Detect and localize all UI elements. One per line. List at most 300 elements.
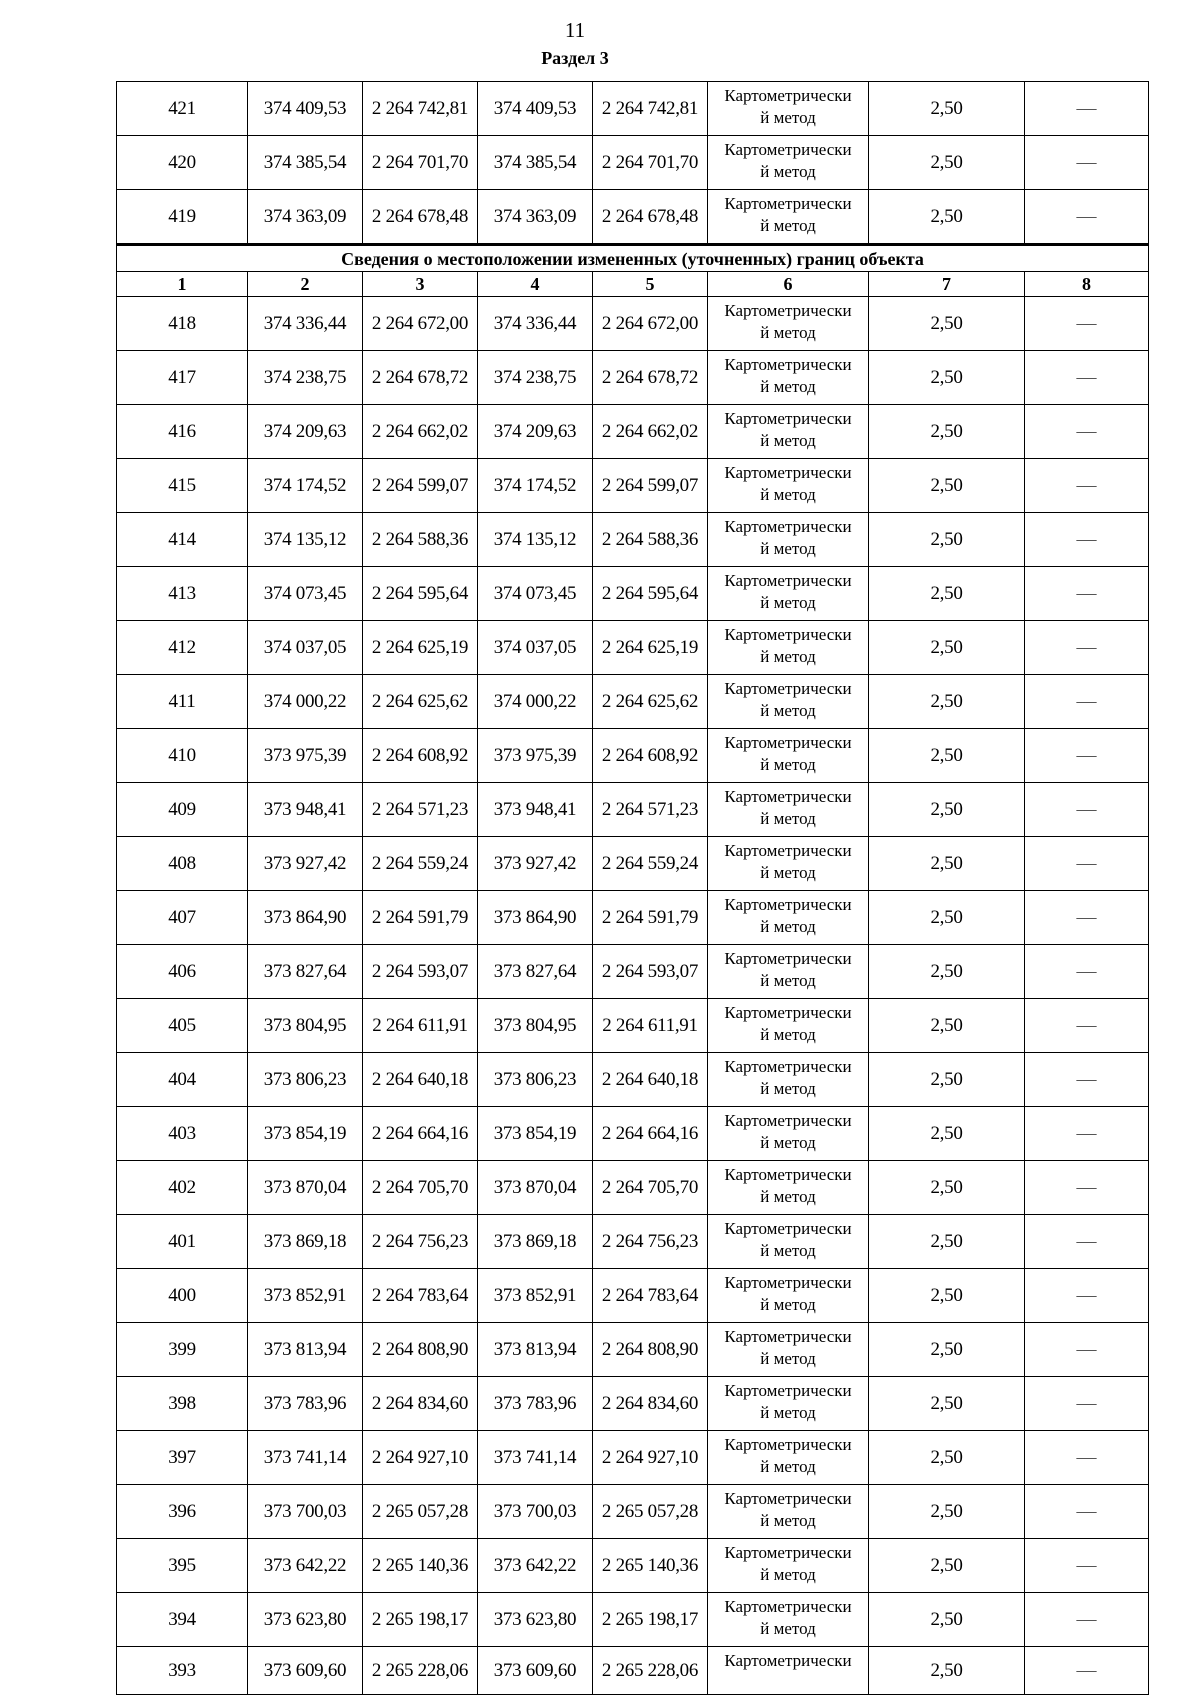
x-existing: 373 870,04 [248,1161,363,1215]
y-existing: 2 265 140,36 [363,1539,478,1593]
accuracy: 2,50 [869,837,1025,891]
y-updated: 2 265 198,17 [593,1593,708,1647]
accuracy: 2,50 [869,1593,1025,1647]
x-updated: 373 948,41 [478,783,593,837]
y-updated: 2 264 611,91 [593,999,708,1053]
method [708,1323,869,1377]
method-line-2: й метод [760,323,816,342]
point-number: 400 [117,1269,248,1323]
method-line-2: й метод [760,216,816,235]
y-updated: 2 264 591,79 [593,891,708,945]
table-row [117,1053,1149,1107]
method-line-2: й метод [760,1133,816,1152]
y-existing: 2 264 742,81 [363,82,478,136]
method-line-1: Картометрически [724,733,852,752]
x-existing: 373 783,96 [248,1377,363,1431]
x-existing: 374 238,75 [248,351,363,405]
method-line-1: Картометрически [724,1165,852,1184]
method-line-2: й метод [760,1025,816,1044]
x-existing: 373 741,14 [248,1431,363,1485]
table-row [117,999,1149,1053]
table-row [117,945,1149,999]
method [708,1539,869,1593]
table-row [117,1431,1149,1485]
accuracy: 2,50 [869,1215,1025,1269]
y-updated: 2 264 742,81 [593,82,708,136]
table-row [117,567,1149,621]
note: — [1025,783,1149,837]
accuracy: 2,50 [869,1107,1025,1161]
y-updated: 2 264 599,07 [593,459,708,513]
y-existing: 2 264 640,18 [363,1053,478,1107]
x-updated: 373 741,14 [478,1431,593,1485]
method-line-1: Картометрически [724,1489,852,1508]
method-line-2: й метод [760,1349,816,1368]
note: — [1025,1539,1149,1593]
table-row [117,1107,1149,1161]
y-existing: 2 265 198,17 [363,1593,478,1647]
column-number: 3 [363,272,478,297]
method [708,190,869,245]
method-line-2: й метод [760,809,816,828]
note: — [1025,190,1149,245]
point-number: 414 [117,513,248,567]
method-line-1: Картометрически [724,1327,852,1346]
y-existing: 2 264 593,07 [363,945,478,999]
method-line-1: Картометрически [724,1111,852,1130]
point-number: 420 [117,136,248,190]
method-line-1: Картометрически [724,1381,852,1400]
table-row [117,783,1149,837]
y-updated: 2 264 625,19 [593,621,708,675]
accuracy: 2,50 [869,82,1025,136]
method-line-2: й метод [760,701,816,720]
x-updated: 373 869,18 [478,1215,593,1269]
x-existing: 374 037,05 [248,621,363,675]
note: — [1025,297,1149,351]
method [708,1269,869,1323]
method-line-1: Картометрически [724,409,852,428]
point-number: 415 [117,459,248,513]
note: — [1025,513,1149,567]
y-existing: 2 264 927,10 [363,1431,478,1485]
note: — [1025,459,1149,513]
method [708,459,869,513]
y-existing: 2 264 701,70 [363,136,478,190]
y-existing: 2 264 559,24 [363,837,478,891]
x-existing: 374 363,09 [248,190,363,245]
x-existing: 373 813,94 [248,1323,363,1377]
note: — [1025,999,1149,1053]
accuracy: 2,50 [869,1269,1025,1323]
x-existing: 374 073,45 [248,567,363,621]
method-line-2: й метод [760,1457,816,1476]
x-updated: 373 852,91 [478,1269,593,1323]
x-updated: 374 385,54 [478,136,593,190]
table-row [117,1215,1149,1269]
method [708,1215,869,1269]
y-existing: 2 265 057,28 [363,1485,478,1539]
column-number: 2 [248,272,363,297]
x-existing: 373 975,39 [248,729,363,783]
accuracy: 2,50 [869,783,1025,837]
x-updated: 374 000,22 [478,675,593,729]
column-number: 7 [869,272,1025,297]
section-title: Раздел 3 [541,48,609,68]
point-number: 405 [117,999,248,1053]
note: — [1025,837,1149,891]
point-number: 404 [117,1053,248,1107]
point-number: 397 [117,1431,248,1485]
note: — [1025,1485,1149,1539]
method-line-1: Картометрически [724,194,852,213]
accuracy: 2,50 [869,459,1025,513]
y-existing: 2 264 834,60 [363,1377,478,1431]
table-body-main [117,297,1149,1647]
accuracy: 2,50 [869,621,1025,675]
method [708,891,869,945]
method [708,945,869,999]
note: — [1025,567,1149,621]
x-existing: 374 385,54 [248,136,363,190]
x-updated: 374 363,09 [478,190,593,245]
method-line-1: Картометрически [724,1435,852,1454]
y-updated: 2 264 927,10 [593,1431,708,1485]
method-line-1: Картометрически [724,1219,852,1238]
method-line-1: Картометрически [724,355,852,374]
y-existing: 2 264 599,07 [363,459,478,513]
y-existing: 2 265 228,06 [363,1647,478,1695]
note: — [1025,1053,1149,1107]
y-existing: 2 264 611,91 [363,999,478,1053]
method-line-1: Картометрически [724,841,852,860]
point-number: 403 [117,1107,248,1161]
accuracy: 2,50 [869,1647,1025,1695]
column-number: 1 [117,272,248,297]
subheading: Сведения о местоположении измененных (уточненных) границ объекта [117,245,1149,272]
method [708,351,869,405]
method-line-2: й метод [760,431,816,450]
y-updated: 2 264 664,16 [593,1107,708,1161]
x-existing: 373 623,80 [248,1593,363,1647]
method [708,1377,869,1431]
accuracy: 2,50 [869,405,1025,459]
accuracy: 2,50 [869,1485,1025,1539]
accuracy: 2,50 [869,1431,1025,1485]
y-updated: 2 264 571,23 [593,783,708,837]
accuracy: 2,50 [869,297,1025,351]
y-updated: 2 265 228,06 [593,1647,708,1695]
y-existing: 2 264 672,00 [363,297,478,351]
method [708,1485,869,1539]
x-updated: 373 642,22 [478,1539,593,1593]
y-updated: 2 264 808,90 [593,1323,708,1377]
method-line-2: й метод [760,1241,816,1260]
accuracy: 2,50 [869,567,1025,621]
note: — [1025,405,1149,459]
y-existing: 2 264 595,64 [363,567,478,621]
point-number: 395 [117,1539,248,1593]
note: — [1025,675,1149,729]
y-existing: 2 264 608,92 [363,729,478,783]
y-updated: 2 264 625,62 [593,675,708,729]
x-updated: 374 135,12 [478,513,593,567]
point-number: 401 [117,1215,248,1269]
x-updated: 373 700,03 [478,1485,593,1539]
point-number: 402 [117,1161,248,1215]
accuracy: 2,50 [869,675,1025,729]
y-existing: 2 264 662,02 [363,405,478,459]
point-number: 418 [117,297,248,351]
table-row [117,513,1149,567]
table-row [117,297,1149,351]
accuracy: 2,50 [869,136,1025,190]
x-existing: 373 854,19 [248,1107,363,1161]
method-line-1: Картометрически [724,517,852,536]
table-row [117,1485,1149,1539]
method-line-2: й метод [760,917,816,936]
y-updated: 2 265 140,36 [593,1539,708,1593]
method [708,783,869,837]
table-row [117,1647,1149,1695]
method [708,1593,869,1647]
y-existing: 2 264 571,23 [363,783,478,837]
note: — [1025,1269,1149,1323]
column-number: 8 [1025,272,1149,297]
point-number: 409 [117,783,248,837]
method-line-2: й метод [760,1295,816,1314]
accuracy: 2,50 [869,351,1025,405]
x-existing: 374 000,22 [248,675,363,729]
x-existing: 373 927,42 [248,837,363,891]
method [708,675,869,729]
x-updated: 373 975,39 [478,729,593,783]
method-line-2: й метод [760,485,816,504]
accuracy: 2,50 [869,999,1025,1053]
method-line-2: й метод [760,593,816,612]
method-line-1: Картометрически [724,301,852,320]
method-line-1: Картометрически [724,1057,852,1076]
method-line-1: Картометрически [724,1543,852,1562]
table-row [117,459,1149,513]
point-number: 412 [117,621,248,675]
point-number: 399 [117,1323,248,1377]
column-number: 5 [593,272,708,297]
method-line-1: Картометрически [724,895,852,914]
x-existing: 373 852,91 [248,1269,363,1323]
point-number: 393 [117,1647,248,1695]
column-number: 4 [478,272,593,297]
method [708,999,869,1053]
method-line-1: Картометрически [724,1273,852,1292]
x-existing: 373 869,18 [248,1215,363,1269]
x-updated: 373 854,19 [478,1107,593,1161]
table-row [117,675,1149,729]
x-updated: 373 806,23 [478,1053,593,1107]
method-line-2: й метод [760,1187,816,1206]
point-number: 394 [117,1593,248,1647]
method-line-2: й метод [760,971,816,990]
method [708,1161,869,1215]
note: — [1025,621,1149,675]
note: — [1025,945,1149,999]
x-updated: 374 037,05 [478,621,593,675]
table-row [117,1539,1149,1593]
y-existing: 2 264 625,62 [363,675,478,729]
note: — [1025,1323,1149,1377]
method-line-1: Картометрически [724,86,852,105]
x-updated: 373 609,60 [478,1647,593,1695]
accuracy: 2,50 [869,729,1025,783]
point-number: 396 [117,1485,248,1539]
page-number: 11 [564,18,586,42]
method [708,1107,869,1161]
x-existing: 373 948,41 [248,783,363,837]
y-updated: 2 264 834,60 [593,1377,708,1431]
x-updated: 374 073,45 [478,567,593,621]
y-updated: 2 264 678,48 [593,190,708,245]
table-row [117,405,1149,459]
accuracy: 2,50 [869,190,1025,245]
point-number: 417 [117,351,248,405]
table-row [117,82,1149,136]
method: Картометрически [708,1647,869,1695]
method-line-1: Картометрически [724,1597,852,1616]
x-existing: 374 209,63 [248,405,363,459]
x-updated: 374 174,52 [478,459,593,513]
method [708,513,869,567]
table-row [117,1377,1149,1431]
table-body-last [117,1647,1149,1695]
x-updated: 373 927,42 [478,837,593,891]
y-existing: 2 264 678,72 [363,351,478,405]
x-existing: 374 174,52 [248,459,363,513]
point-number: 413 [117,567,248,621]
method-line-1: Картометрически [724,571,852,590]
note: — [1025,82,1149,136]
method-line-2: й метод [760,1511,816,1530]
y-existing: 2 264 808,90 [363,1323,478,1377]
point-number: 410 [117,729,248,783]
method [708,567,869,621]
note: — [1025,1647,1149,1695]
method-line-2: й метод [760,1079,816,1098]
column-number-row [117,272,1149,297]
accuracy: 2,50 [869,891,1025,945]
y-updated: 2 264 640,18 [593,1053,708,1107]
method-line-2: й метод [760,1403,816,1422]
method-line-1: Картометрически [724,949,852,968]
method-line-1: Картометрически [724,140,852,159]
table-row [117,729,1149,783]
y-updated: 2 264 783,64 [593,1269,708,1323]
y-existing: 2 264 588,36 [363,513,478,567]
method [708,136,869,190]
table-row [117,1161,1149,1215]
accuracy: 2,50 [869,1539,1025,1593]
x-updated: 373 783,96 [478,1377,593,1431]
method-line-1: Картометрически [724,463,852,482]
y-updated: 2 264 662,02 [593,405,708,459]
note: — [1025,1431,1149,1485]
accuracy: 2,50 [869,1053,1025,1107]
method [708,405,869,459]
table-row [117,1269,1149,1323]
point-number: 416 [117,405,248,459]
y-existing: 2 264 664,16 [363,1107,478,1161]
y-existing: 2 264 705,70 [363,1161,478,1215]
note: — [1025,729,1149,783]
method-line-2: й метод [760,377,816,396]
y-updated: 2 264 672,00 [593,297,708,351]
y-updated: 2 264 559,24 [593,837,708,891]
x-existing: 373 827,64 [248,945,363,999]
x-updated: 374 409,53 [478,82,593,136]
y-existing: 2 264 783,64 [363,1269,478,1323]
point-number: 421 [117,82,248,136]
accuracy: 2,50 [869,1161,1025,1215]
y-updated: 2 265 057,28 [593,1485,708,1539]
y-updated: 2 264 588,36 [593,513,708,567]
method [708,297,869,351]
point-number: 419 [117,190,248,245]
note: — [1025,1161,1149,1215]
x-updated: 374 336,44 [478,297,593,351]
x-existing: 373 609,60 [248,1647,363,1695]
method-line-1: Картометрически [724,679,852,698]
accuracy: 2,50 [869,1323,1025,1377]
table-headers [117,245,1149,297]
x-existing: 373 864,90 [248,891,363,945]
method [708,621,869,675]
y-updated: 2 264 756,23 [593,1215,708,1269]
y-updated: 2 264 701,70 [593,136,708,190]
x-existing: 373 804,95 [248,999,363,1053]
y-existing: 2 264 625,19 [363,621,478,675]
table-row [117,1593,1149,1647]
x-updated: 373 804,95 [478,999,593,1053]
method-line-2: й метод [760,539,816,558]
method [708,1431,869,1485]
x-updated: 373 864,90 [478,891,593,945]
y-existing: 2 264 678,48 [363,190,478,245]
note: — [1025,891,1149,945]
method [708,837,869,891]
table-row [117,190,1149,245]
note: — [1025,1107,1149,1161]
note: — [1025,351,1149,405]
subheading-row [117,245,1149,272]
column-number: 6 [708,272,869,297]
y-existing: 2 264 756,23 [363,1215,478,1269]
x-existing: 374 135,12 [248,513,363,567]
accuracy: 2,50 [869,1377,1025,1431]
method-line-2: й метод [760,162,816,181]
table-row [117,621,1149,675]
method-line-2: й метод [760,863,816,882]
x-updated: 374 238,75 [478,351,593,405]
accuracy: 2,50 [869,513,1025,567]
accuracy: 2,50 [869,945,1025,999]
table-row [117,891,1149,945]
y-updated: 2 264 593,07 [593,945,708,999]
method [708,82,869,136]
y-updated: 2 264 705,70 [593,1161,708,1215]
y-updated: 2 264 608,92 [593,729,708,783]
method-line-2: й метод [760,755,816,774]
table-row [117,136,1149,190]
method-line-1: Картометрически [724,1003,852,1022]
